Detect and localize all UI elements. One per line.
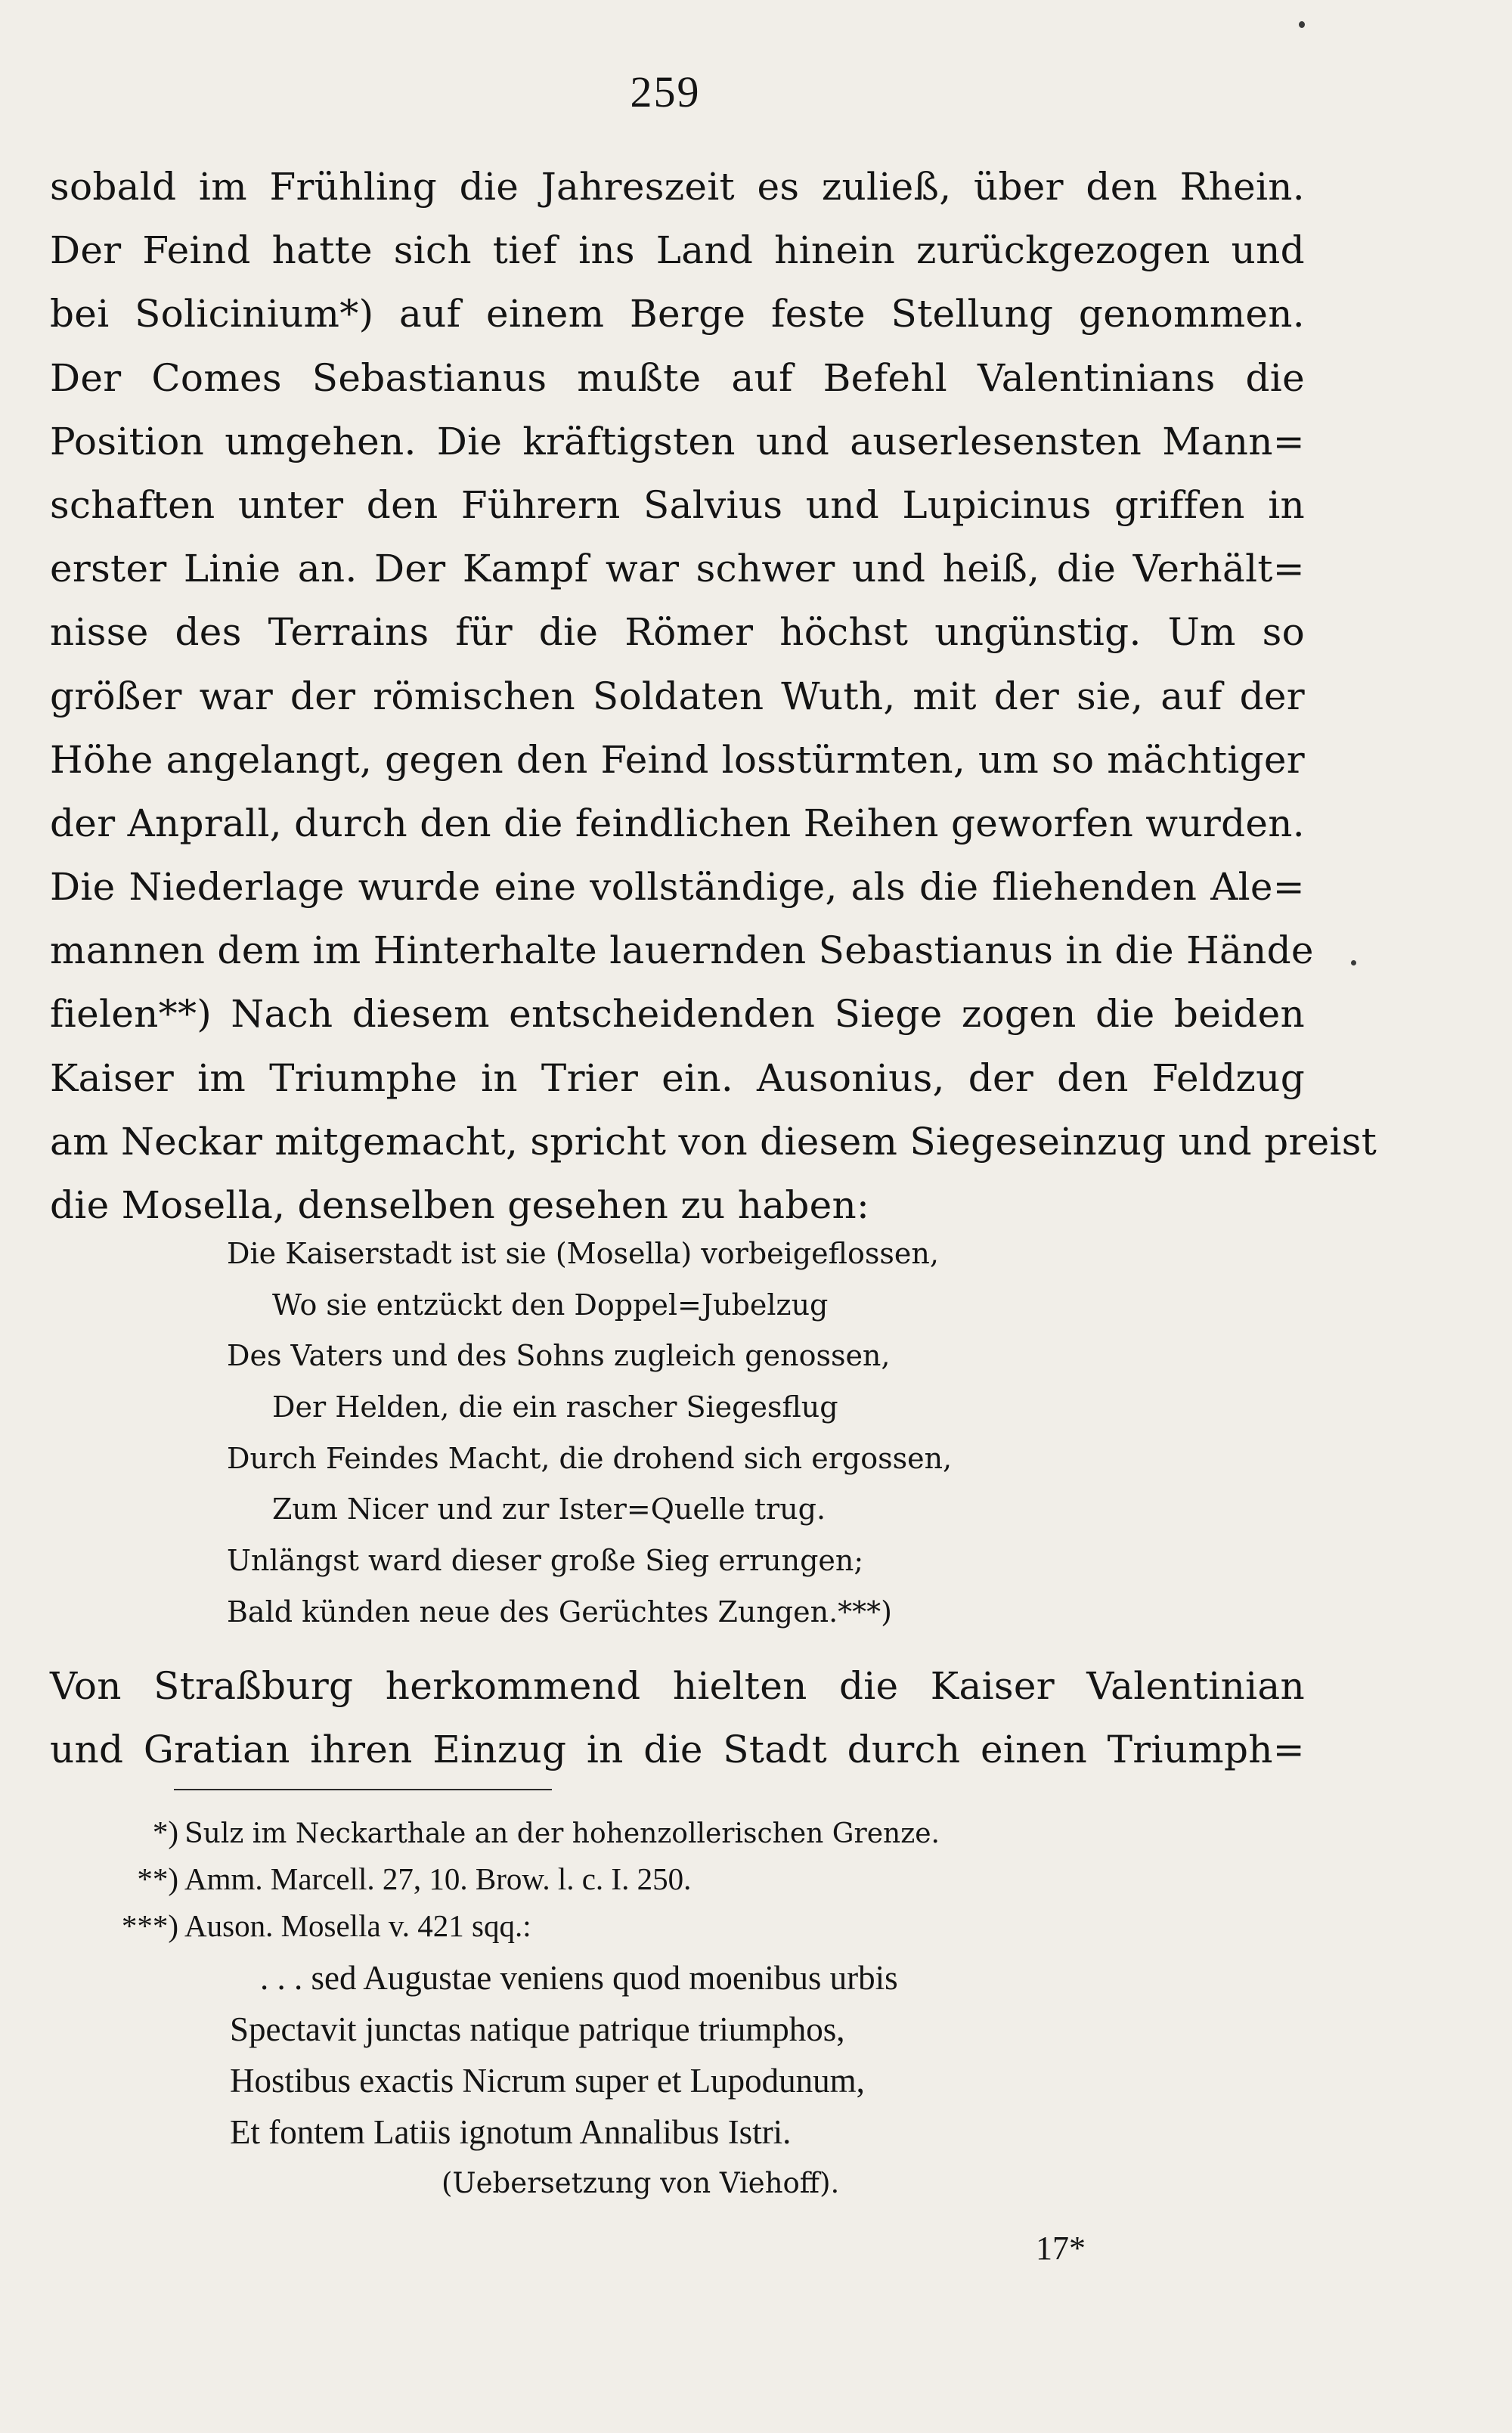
text-line: sobald im Frühling die Jahreszeit es zuließ, über den Rhein. <box>50 165 1305 209</box>
paper-speck <box>1299 21 1305 28</box>
verse-line: Des Vaters und des Sohns zugleich genossen, <box>227 1339 891 1373</box>
text-line: am Neckar mitgemacht, spricht von diesem Siegeseinzug und preist <box>50 1119 1377 1164</box>
footnote-marker: **) <box>137 1861 178 1896</box>
footnote <box>73 1902 1131 1949</box>
text-line: Position umgehen. Die kräftigsten und auserlesensten Mann= <box>50 419 1305 463</box>
text-line: Der Comes Sebastianus mußte auf Befehl Valentinians die <box>50 355 1305 400</box>
text-line: größer war der römischen Soldaten Wuth, mit der sie, auf der <box>50 674 1305 718</box>
verse-line: Die Kaiserstadt ist sie (Mosella) vorbeigeflossen, <box>227 1237 939 1270</box>
text-line: nisse des Terrains für die Römer höchst ungünstig. Um so <box>50 610 1305 655</box>
latin-quotation <box>230 1952 1213 2209</box>
verse-line: Der Helden, die ein rascher Siegesflug <box>272 1390 838 1424</box>
verse-line: Bald künden neue des Gerüchtes Zungen.***) <box>227 1595 892 1629</box>
text-line: fielen**) Nach diesem entscheidenden Siege zogen die beiden <box>50 992 1305 1037</box>
footnote-marker: ***) <box>121 1908 178 1943</box>
text-line: Der Feind hatte sich tief ins Land hinein zurückgezogen und <box>50 228 1305 273</box>
text-line: und Gratian ihren Einzug in die Stadt durch einen Triumph= <box>50 1728 1305 1772</box>
main-text-continued <box>50 1654 1305 1781</box>
latin-line: . . . sed Augustae veniens quod moenibus urbis <box>260 1959 898 1997</box>
text-line: Kaiser im Triumphe in Trier ein. Ausonius, der den Feldzug <box>50 1055 1305 1100</box>
text-line: erster Linie an. Der Kampf war schwer und heiß, die Verhält= <box>50 547 1305 591</box>
footnote <box>73 1808 1131 1855</box>
latin-line: Et fontem Latiis ignotum Annalibus Istri. <box>230 2113 792 2151</box>
latin-line: Hostibus exactis Nicrum super et Lupodunum, <box>230 2062 865 2100</box>
signature-mark: 17* <box>1036 2230 1086 2267</box>
main-text <box>50 155 1377 1237</box>
text-line: Höhe angelangt, gegen den Feind losstürmten, um so mächtiger <box>50 737 1305 782</box>
text-line: der Anprall, durch den die feindlichen Reihen geworfen wurden. <box>50 801 1305 845</box>
footnotes <box>73 1808 1131 1949</box>
footnote-text: Amm. Marcell. 27, 10. Brow. l. c. I. 250. <box>184 1861 692 1896</box>
footnote-text: Sulz im Neckarthale an der hohenzollerischen Grenze. <box>184 1818 940 1849</box>
verse-line: Unlängst ward dieser große Sieg errungen; <box>227 1544 864 1578</box>
translation-note: (Uebersetzung von Viehoff). <box>442 2167 840 2199</box>
verse-line: Zum Nicer und zur Ister=Quelle trug. <box>272 1492 826 1526</box>
text-line: mannen dem im Hinterhalte lauernden Sebastianus in die Hände <box>50 928 1314 973</box>
text-line: Die Niederlage wurde eine vollständige, als die fliehenden Ale= <box>50 865 1305 910</box>
text-line: Von Straßburg herkommend hielten die Kaiser Valentinian <box>50 1664 1305 1708</box>
verse-line: Wo sie entzückt den Doppel=Jubelzug <box>272 1288 829 1322</box>
page-number: 259 <box>630 67 701 116</box>
latin-line: Spectavit junctas natique patrique triumphos, <box>230 2010 845 2048</box>
footnote-marker: *) <box>152 1815 178 1849</box>
text-line: bei Solicinium*) auf einem Berge feste Stellung genommen. <box>50 292 1305 336</box>
footnote-text: Auson. Mosella v. 421 sqq.: <box>184 1908 531 1943</box>
text-line: schaften unter den Führern Salvius und Lupicinus griffen in <box>50 482 1305 527</box>
footnote <box>73 1855 1131 1902</box>
verse-line: Durch Feindes Macht, die drohend sich ergossen, <box>227 1441 953 1475</box>
text-line: die Mosella, denselben gesehen zu haben: <box>50 1183 870 1227</box>
verse-block <box>227 1229 1104 1638</box>
footnote-divider <box>174 1789 552 1790</box>
paper-speck <box>1351 960 1356 965</box>
